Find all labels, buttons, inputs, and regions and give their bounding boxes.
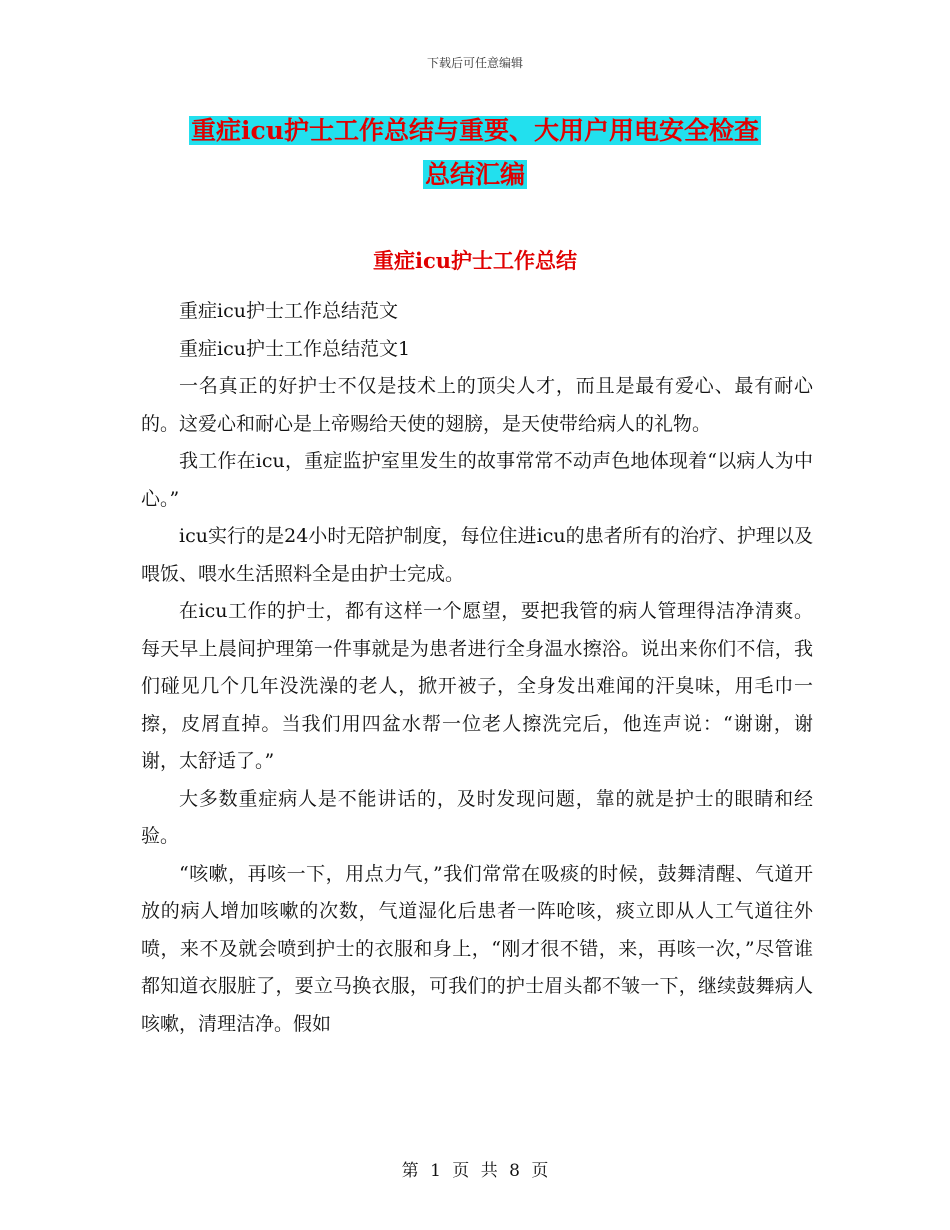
paragraph: “咳嗽，再咳一下，用点力气，”我们常常在吸痰的时候，鼓舞清醒、气道开放的病人增加咳嗽的次数，气道湿化后患者一阵呛咳，痰立即从人工气道往外喷，来不及就会喷到护士的衣服和身上，“刚才很不错，来，再咳一次，”尽管谁都知道衣服脏了，要立马换衣服，可我们的护士眉头都不皱一下，继续鼓舞病人咳嗽，清理洁净。假如 bbox=[141, 862, 813, 1035]
section-title: 重症icu护士工作总结 bbox=[372, 248, 578, 273]
paragraph: 重症icu护士工作总结范文1 bbox=[179, 337, 411, 360]
paragraph: icu实行的是24小时无陪护制度，每位住进icu的患者所有的治疗、护理以及喂饭、喂水生活照料全是由护士完成。 bbox=[141, 525, 813, 585]
paragraph: 在icu工作的护士，都有这样一个愿望，要把我管的病人管理得洁净清爽。每天早上晨间护理第一件事就是为患者进行全身温水擦浴。说出来你们不信，我们碰见几个几年没洗澡的老人，掀开被子，全身发出难闻的汗臭味，用毛巾一擦，皮屑直掉。当我们用四盆水帮一位老人擦洗完后，他连声说：“谢谢，谢谢，太舒适了。” bbox=[141, 600, 813, 772]
paragraph: 我工作在icu，重症监护室里发生的故事常常不动声色地体现着“以病人为中心。” bbox=[141, 450, 813, 510]
document-title-line-1 bbox=[0, 110, 950, 152]
document-title-line-2 bbox=[0, 154, 950, 196]
paragraph: 重症icu护士工作总结范文 bbox=[179, 300, 398, 322]
document-title-line-2-text: 总结汇编 bbox=[424, 160, 525, 189]
paragraph: 大多数重症病人是不能讲话的，及时发现问题，靠的就是护士的眼睛和经验。 bbox=[141, 787, 813, 847]
header-note: 下载后可任意编辑 bbox=[426, 56, 523, 70]
paragraph: 一名真正的好护士不仅是技术上的顶尖人才，而且是最有爱心、最有耐心的。这爱心和耐心是上帝赐给天使的翅膀，是天使带给病人的礼物。 bbox=[141, 375, 813, 435]
page-footer: 第 1 页 共 8 页 bbox=[401, 1161, 549, 1181]
body-text bbox=[141, 293, 813, 1043]
document-title-line-1-text: 重症icu护士工作总结与重要、大用户用电安全检查 bbox=[191, 116, 759, 145]
